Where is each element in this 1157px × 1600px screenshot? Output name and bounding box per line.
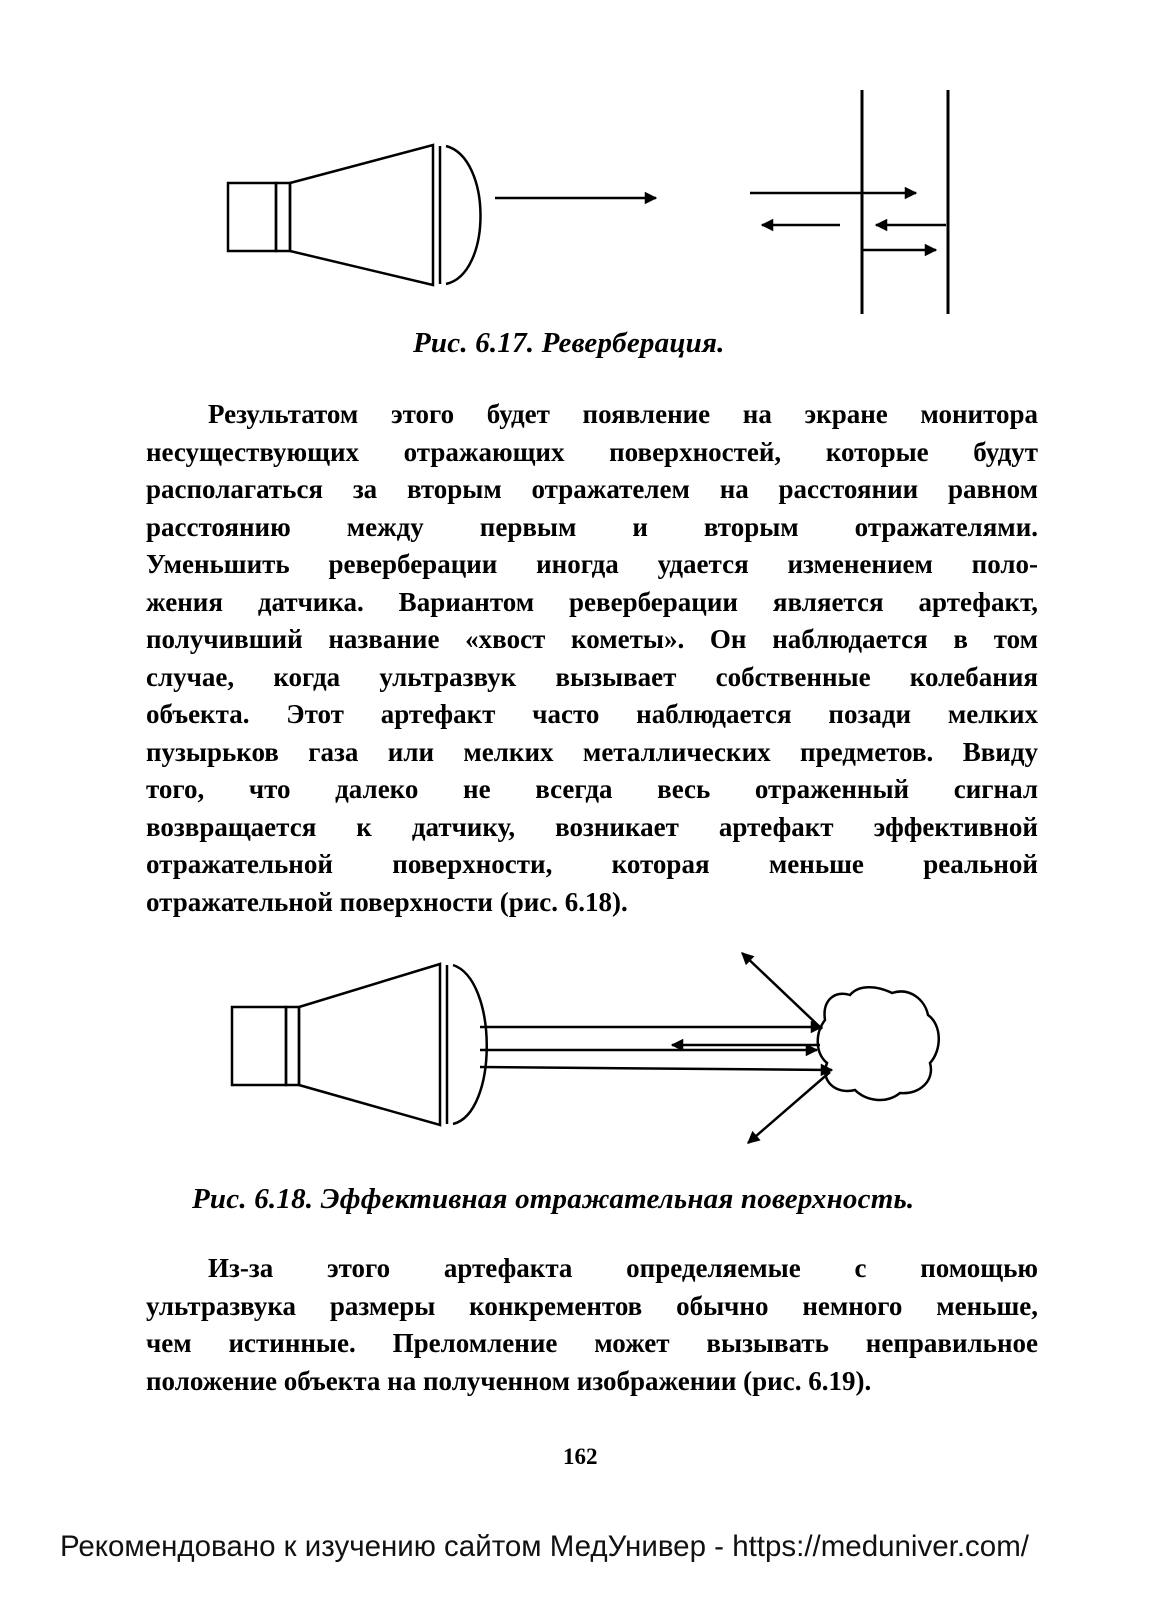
body-paragraph <box>146 396 1038 921</box>
beam-arrows <box>480 953 832 1143</box>
text-line: того, что далеко не всегда весь отраженный сигнал <box>146 774 1038 804</box>
text-line: отражательной поверхности, которая меньше реальной <box>146 849 1038 879</box>
text-line: чем истинные. Преломление может вызывать неправильное <box>146 1328 1038 1358</box>
text-line: ультразвука размеры конкрементов обычно немного меньше, <box>146 1290 1038 1321</box>
text-line: Результатом этого будет появление на экране монитора <box>208 399 1038 429</box>
text-line: отражательной поверхности (рис. 6.18). <box>146 886 628 917</box>
text-line: положение объекта на полученном изображении (рис. 6.19). <box>146 1365 872 1396</box>
text-line: объекта. Этот артефакт часто наблюдается позади мелких <box>146 699 1038 729</box>
text-line: возвращается к датчику, возникает артефакт эффективной <box>146 811 1038 842</box>
text-line: Уменьшить реверберации иногда удается изменением поло- <box>146 549 1038 579</box>
text-line: случае, когда ультразвук вызывает собственные колебания <box>146 661 1038 692</box>
text-line: Из-за этого артефакта определяемые с помощью <box>208 1253 1038 1283</box>
text-line: получивший название «хвост кометы». Он наблюдается в том <box>146 624 1038 654</box>
transducer-icon <box>228 145 481 285</box>
figure-caption: Рис. 6.17. Реверберация. <box>413 327 725 359</box>
text-line: жения датчика. Вариантом реверберации является артефакт, <box>146 586 1038 617</box>
reverberation-arrows <box>750 193 946 250</box>
text-line: располагаться за вторым отражателем на расстоянии равном <box>146 474 1038 504</box>
text-line: пузырьков газа или мелких металлических предметов. Ввиду <box>146 736 1038 767</box>
page-number: 162 <box>563 1444 598 1469</box>
body-paragraph <box>146 1250 1038 1400</box>
footer-banner: Рекомендовано к изучению сайтом МедУнивер - https://meduniver.com/ <box>60 1530 1029 1563</box>
reflecting-object <box>818 987 939 1100</box>
text-line: расстоянию между первым и вторым отражателями. <box>146 511 1038 542</box>
figure-reverberation <box>0 80 1157 330</box>
figure-caption: Рис. 6.18. Эффективная отражательная поверхность. <box>192 1183 915 1215</box>
text-line: несуществующих отражающих поверхностей, которые будут <box>146 436 1038 467</box>
transducer-icon <box>232 964 487 1125</box>
figure-effective-reflecting-surface <box>0 945 1157 1160</box>
